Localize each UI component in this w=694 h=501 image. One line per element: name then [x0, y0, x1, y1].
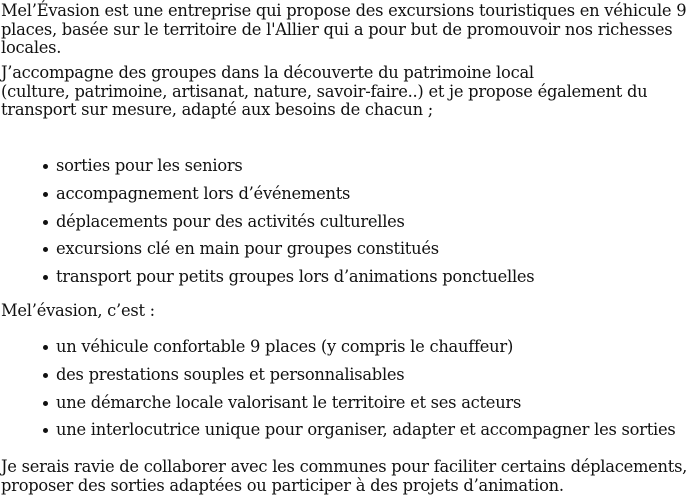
list-item: [0, 421, 675, 449]
bullet-icon: [43, 373, 48, 378]
list-item: [0, 338, 675, 366]
services-list: [0, 157, 534, 296]
accompany-line-2: (culture, patrimoine, artisanat, nature, savoir-faire..) et je propose également du transport sur mesure, adapté aux besoins de chacun ;: [1, 81, 648, 119]
list-item-text: des prestations souples et personnalisables: [56, 364, 405, 384]
list-item: [0, 268, 534, 296]
accompany-line-1: J’accompagne des groupes dans la découverte du patrimoine local: [1, 63, 534, 82]
list-item-text: un véhicule confortable 9 places (y compris le chauffeur): [56, 337, 514, 356]
bullet-icon: [43, 275, 48, 280]
closing-line-1: Je serais ravie de collaborer avec les communes pour faciliter certains déplacements,: [1, 457, 688, 476]
bullet-icon: [43, 247, 48, 252]
list-item-text: une interlocutrice unique pour organiser, adapter et accompagner les sorties: [56, 420, 676, 440]
list-item: [0, 394, 675, 422]
list-item-text: transport pour petits groupes lors d’animations ponctuelles: [56, 267, 535, 287]
bullet-icon: [43, 220, 48, 225]
closing-line-2: proposer des sorties adaptées ou participer à des projets d’animation.: [1, 475, 564, 495]
bullet-icon: [43, 345, 48, 350]
list-item-text: accompagnement lors d’événements: [56, 183, 351, 203]
list-item: [0, 213, 534, 241]
list-item: [0, 185, 534, 213]
closing-paragraph: [0, 458, 694, 495]
list-item-text: excursions clé en main pour groupes constitués: [56, 239, 439, 259]
bullet-icon: [43, 401, 48, 406]
features-intro: Mel’évasion, c’est :: [1, 301, 155, 320]
bullet-icon: [43, 164, 48, 169]
bullet-icon: [43, 192, 48, 197]
list-item-text: déplacements pour des activités culturelles: [56, 211, 405, 231]
list-item: [0, 157, 534, 185]
list-item-text: une démarche locale valorisant le territoire et ses acteurs: [56, 392, 522, 412]
bullet-icon: [43, 428, 48, 433]
features-list: [0, 338, 675, 449]
list-item-text: sorties pour les seniors: [56, 156, 243, 175]
intro-paragraph: Mel’Évasion est une entreprise qui propose des excursions touristiques en véhicule 9 places, basée sur le territoire de l'Allier qui a pour but de promouvoir nos richesses locales.: [1, 1, 687, 57]
accompany-paragraph: [0, 64, 694, 120]
list-item: [0, 366, 675, 394]
list-item: [0, 240, 534, 268]
